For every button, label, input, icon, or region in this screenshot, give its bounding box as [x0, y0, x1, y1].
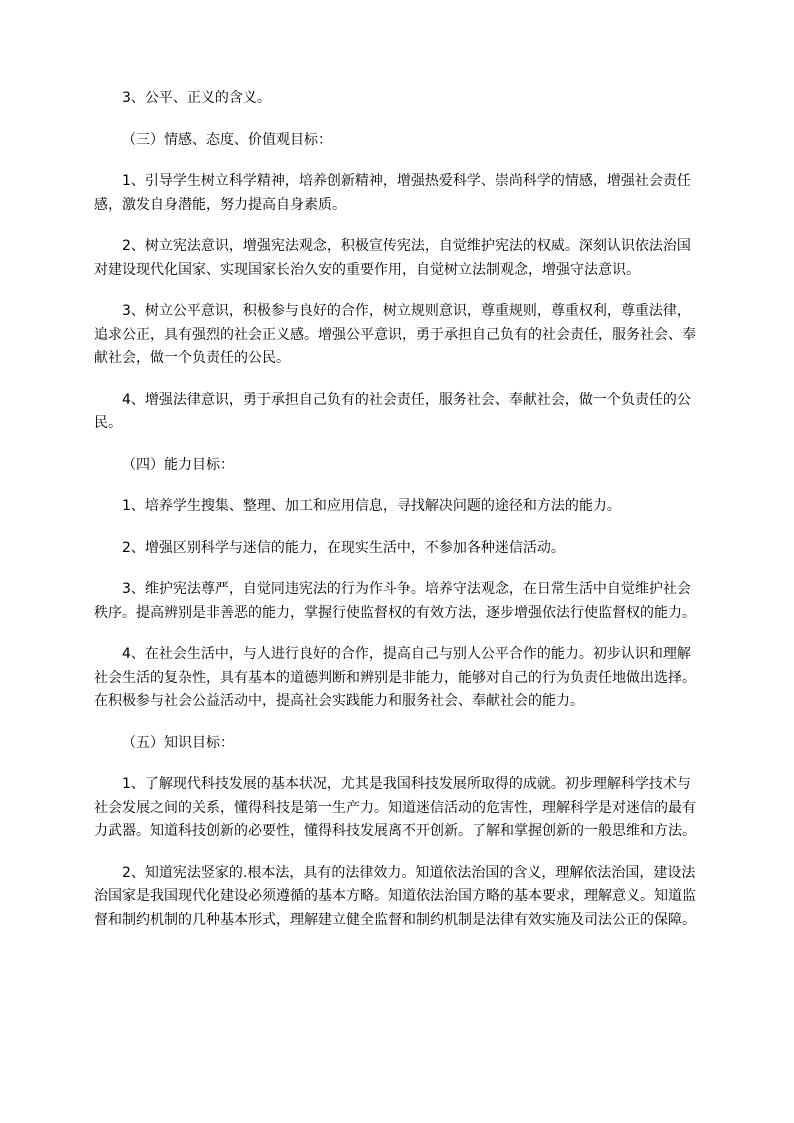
document-body: [94, 87, 700, 950]
paragraph-8: 1、培养学生搜集、整理、加工和应用信息，寻找解决问题的途径和方法的能力。: [122, 498, 621, 514]
paragraph-5: 3、树立公平意识，积极参与良好的合作，树立规则意识，尊重规则，尊重权利，尊重法律，追求公正，具有强烈的社会正义感。增强公平意识，勇于承担自己负有的社会责任，服务社会、奉献社会，做一个负责任的公民。: [94, 303, 696, 366]
paragraph-13: 1、了解现代科技发展的基本状况，尤其是我国科技发展所取得的成就。初步理解科学技术与社会发展之间的关系，懂得科技是第一生产力。知道迷信活动的危害性，理解科学是对迷信的最有力武器。知道科技创新的必要性，懂得科技发展离不开创新。了解和掌握创新的一般思维和方法。: [94, 776, 696, 839]
paragraph-3: 1、引导学生树立科学精神，培养创新精神，增强热爱科学、崇尚科学的情感，增强社会责任感，激发自身潜能，努力提高自身素质。: [94, 173, 691, 213]
paragraph-4: 2、树立宪法意识，增强宪法观念，积极宣传宪法，自觉维护宪法的权威。深刻认识依法治国对建设现代化国家、实现国家长治久安的重要作用，自觉树立法制观念，增强守法意识。: [94, 238, 691, 278]
paragraph-14: 2、知道宪法竖家的.根本法，具有的法律效力。知道依法治国的含义，理解依法治国，建设法治国家是我国现代化建设必须遵循的基本方略。知道依法治国方略的基本要求，理解意义。知道监督和制约机制的几种基本形式，理解建立健全监督和制约机制是法律有效实施及司法公正的保障。: [94, 864, 696, 928]
section-heading-emotion-goals: （三）情感、态度、价值观目标：: [122, 131, 332, 148]
section-heading-knowledge-goals: （五）知识目标：: [122, 734, 234, 751]
paragraph-9: 2、增强区别科学与迷信的能力，在现实生活中，不参加各种迷信活动。: [122, 539, 565, 556]
section-heading-ability-goals: （四）能力目标：: [122, 456, 234, 473]
paragraph-10: 3、维护宪法尊严，自觉同违宪法的行为作斗争。培养守法观念，在日常生活中自觉维护社会秩序。提高辨别是非善恶的能力，掌握行使监督权的有效方法，逐步增强依法行使监督权的能力。: [94, 581, 696, 621]
paragraph-1: 3、公平、正义的含义。: [122, 90, 271, 106]
paragraph-6: 4、增强法律意识，勇于承担自己负有的社会责任，服务社会、奉献社会，做一个负责任的公民。: [94, 391, 691, 431]
paragraph-11: 4、在社会生活中，与人进行良好的合作，提高自己与别人公平合作的能力。初步认识和理解社会生活的复杂性，具有基本的道德判断和辨别是非能力，能够对自己的行为负责任地做出选择。在积极参与社会公益活动中，提高社会实践能力和服务社会、奉献社会的能力。: [94, 646, 696, 709]
